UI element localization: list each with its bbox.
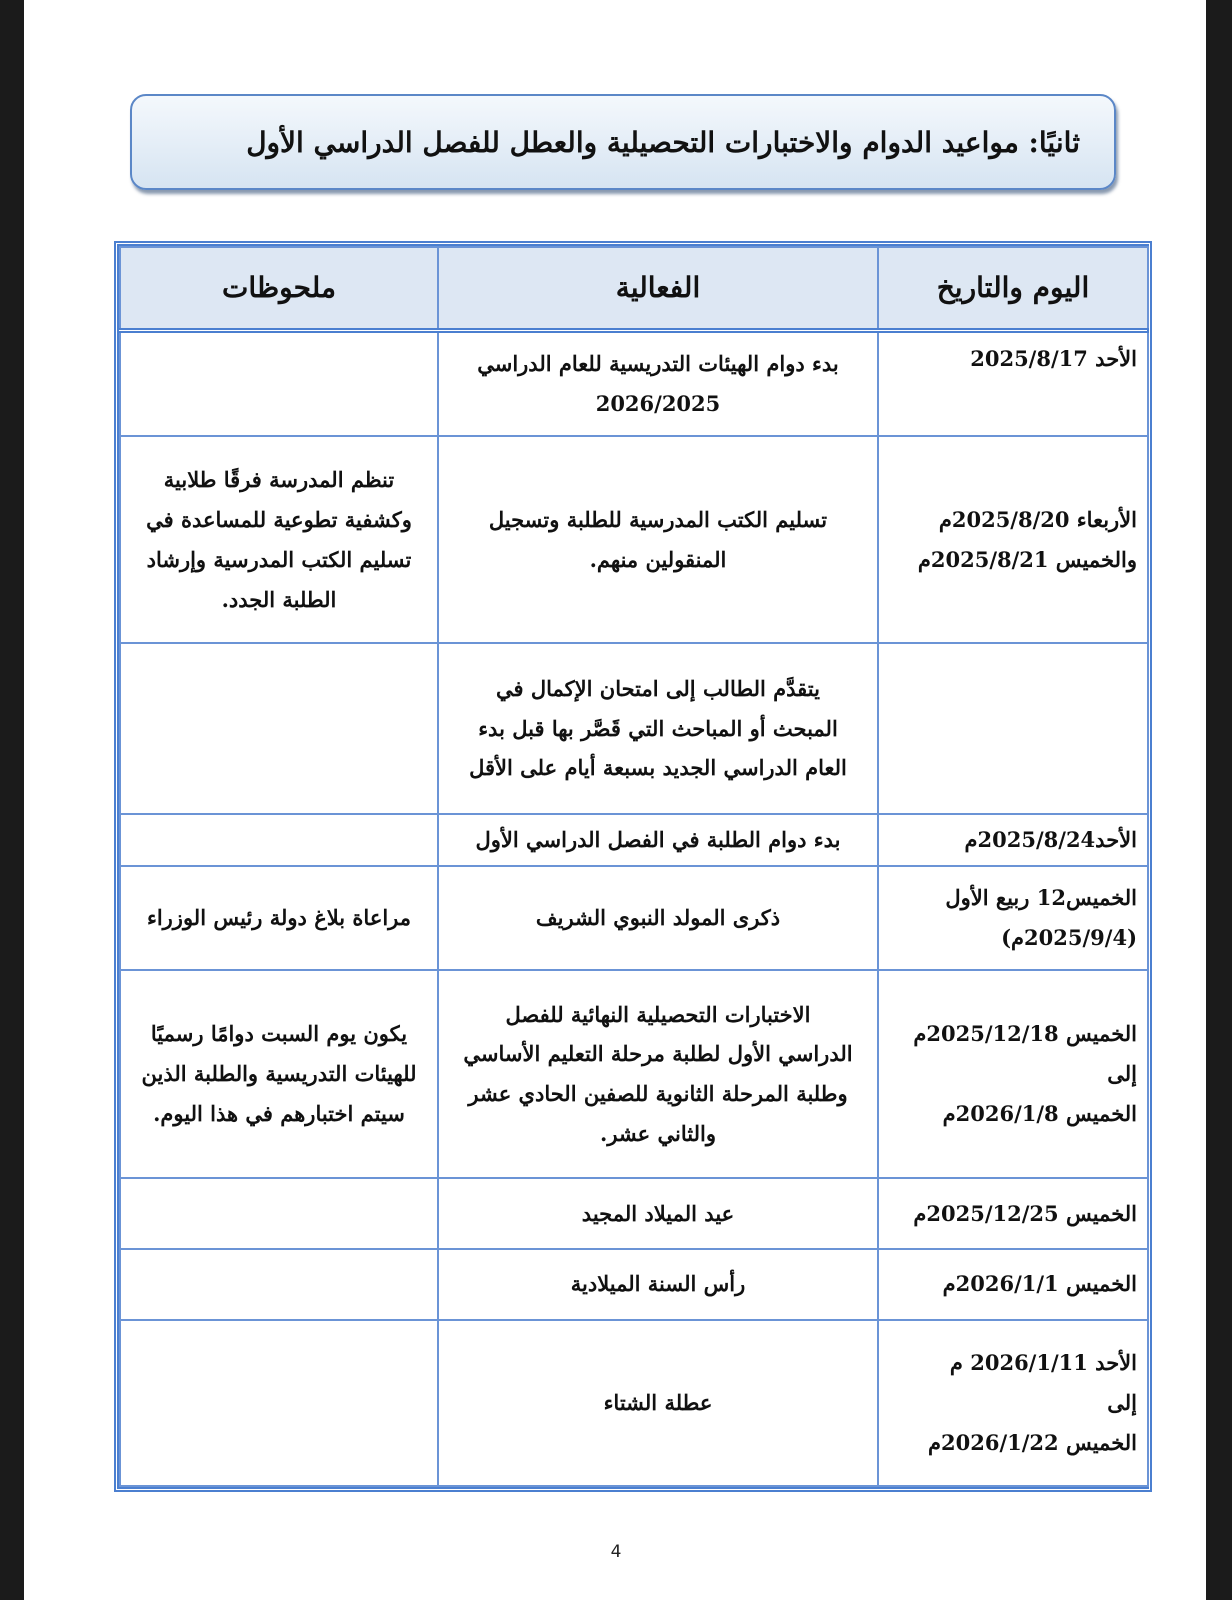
notes-cell <box>120 1178 438 1249</box>
section-title: ثانيًا: مواعيد الدوام والاختبارات التحصيلية والعطل للفصل الدراسي الأول <box>246 125 1080 159</box>
activity-line: 2026/2025 <box>595 390 721 416</box>
date-line: إلى <box>1107 1061 1137 1087</box>
activity-cell <box>438 643 878 813</box>
table-row <box>120 1320 1148 1486</box>
activity-line: تسليم الكتب المدرسية للطلبة وتسجيل <box>488 506 828 532</box>
activity-cell <box>438 866 878 970</box>
section-header-box <box>130 94 1116 190</box>
date-cell <box>878 1249 1148 1320</box>
date-line: الخميس 2026/1/22م <box>928 1429 1137 1455</box>
table-row <box>120 1249 1148 1320</box>
date-line: الأربعاء 2025/8/20م <box>938 506 1137 532</box>
date-cell <box>878 970 1148 1178</box>
date-cell <box>878 866 1148 970</box>
activity-cell <box>438 1178 878 1249</box>
date-cell <box>878 1178 1148 1249</box>
date-cell <box>878 1320 1148 1486</box>
date-line: الخميس 2025/12/18م <box>913 1021 1137 1047</box>
schedule-table-frame <box>114 241 1152 1492</box>
activity-line: وطلبة المرحلة الثانوية للصفين الحادي عشر <box>468 1081 848 1107</box>
date-cell <box>878 331 1148 436</box>
activity-line: يتقدَّم الطالب إلى امتحان الإكمال في <box>496 675 820 701</box>
table-row <box>120 331 1148 436</box>
notes-cell <box>120 331 438 436</box>
activity-line: العام الدراسي الجديد بسبعة أيام على الأقل <box>469 755 847 781</box>
activity-line: بدء دوام الطلبة في الفصل الدراسي الأول <box>475 826 841 852</box>
activity-line: والثاني عشر. <box>600 1121 716 1147</box>
column-header-activity: الفعالية <box>438 247 878 331</box>
date-line: الخميس 2026/1/8م <box>942 1101 1137 1127</box>
table-row <box>120 436 1148 644</box>
notes-cell <box>120 866 438 970</box>
activity-line: ذكرى المولد النبوي الشريف <box>535 905 781 931</box>
notes-line: الطلبة الجدد. <box>221 586 337 612</box>
notes-cell <box>120 436 438 644</box>
activity-line: عطلة الشتاء <box>603 1389 713 1415</box>
notes-cell <box>120 643 438 813</box>
page-number: 4 <box>610 1542 622 1562</box>
activity-cell <box>438 331 878 436</box>
notes-line: وكشفية تطوعية للمساعدة في <box>146 506 412 532</box>
schedule-table <box>119 246 1149 1487</box>
activity-cell <box>438 1320 878 1486</box>
activity-line: الاختبارات التحصيلية النهائية للفصل <box>505 1001 811 1027</box>
date-line: الخميس12 ربيع الأول <box>945 885 1137 911</box>
date-line: الأحد 2025/8/17 <box>970 346 1137 371</box>
date-line: (2025/9/4م) <box>1001 925 1137 951</box>
date-line: والخميس 2025/8/21م <box>917 546 1137 572</box>
activity-line: رأس السنة الميلادية <box>570 1271 746 1297</box>
activity-line: الدراسي الأول لطلبة مرحلة التعليم الأساسي <box>463 1041 853 1067</box>
table-row <box>120 1178 1148 1249</box>
table-row <box>120 970 1148 1178</box>
table-row <box>120 643 1148 813</box>
date-line: إلى <box>1107 1389 1137 1415</box>
activity-line: المبحث أو المباحث التي قَصَّر بها قبل بدء <box>478 715 838 741</box>
notes-line: للهيئات التدريسية والطلبة الذين <box>141 1061 417 1087</box>
date-line: الخميس 2026/1/1م <box>942 1271 1137 1297</box>
activity-line: عيد الميلاد المجيد <box>581 1200 735 1226</box>
date-line: الخميس 2025/12/25م <box>913 1200 1137 1226</box>
notes-line: سيتم اختبارهم في هذا اليوم. <box>153 1101 405 1127</box>
notes-cell <box>120 814 438 867</box>
activity-line: بدء دوام الهيئات التدريسية للعام الدراسي <box>477 351 839 377</box>
notes-cell <box>120 1320 438 1486</box>
notes-line: تنظم المدرسة فرقًا طلابية <box>163 466 395 492</box>
date-cell <box>878 643 1148 813</box>
right-frame-edge <box>1206 0 1232 1600</box>
column-header-date: اليوم والتاريخ <box>878 247 1148 331</box>
date-cell <box>878 436 1148 644</box>
left-frame-edge <box>0 0 24 1600</box>
activity-cell <box>438 970 878 1178</box>
table-row <box>120 814 1148 867</box>
table-row <box>120 866 1148 970</box>
date-cell <box>878 814 1148 867</box>
activity-cell <box>438 436 878 644</box>
table-header-row <box>120 247 1148 331</box>
activity-cell <box>438 1249 878 1320</box>
column-header-notes: ملحوظات <box>120 247 438 331</box>
date-line: الأحد 2026/1/11 م <box>949 1350 1137 1376</box>
notes-line: تسليم الكتب المدرسية وإرشاد <box>146 546 412 572</box>
notes-cell <box>120 1249 438 1320</box>
notes-line: يكون يوم السبت دوامًا رسميًا <box>150 1021 408 1047</box>
activity-line: المنقولين منهم. <box>589 546 727 572</box>
notes-line: مراعاة بلاغ دولة رئيس الوزراء <box>146 905 412 931</box>
activity-cell <box>438 814 878 867</box>
date-line: الأحد2025/8/24م <box>964 826 1137 852</box>
notes-cell <box>120 970 438 1178</box>
